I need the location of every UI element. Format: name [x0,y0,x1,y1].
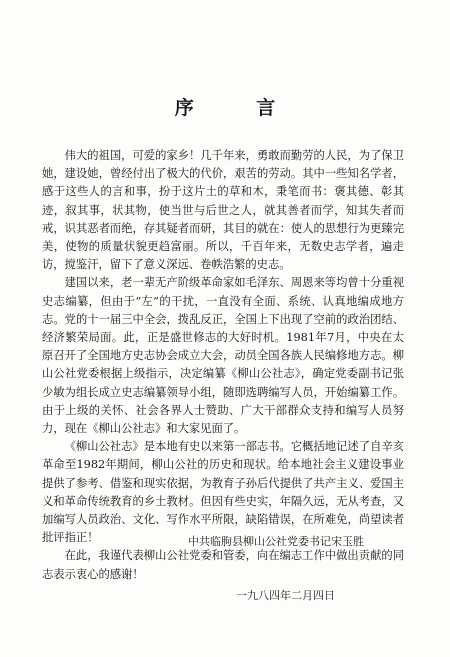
date-line: 一九八四年二月四日 [236,589,335,602]
paragraph-3: 《柳山公社志》是本地有史以来第一部志书。它概括地记述了自辛亥革命至1982年期间，柳山公社的历史和现状。给本地社会主义建设事业提供了参考、借鉴和现实依据，为教育子孙后代提供了共产主义、爱国主义和革命传统教育的乡土教材。但因有些史实，年隔久远，无从考查，又加编写人员政治、文化、写作水平所限，缺陷错误，在所难免，尚望读者批评指正！ [42,440,404,545]
paragraph-4: 在此，我谨代表柳山公社党委和管委，向在编志工作中做出贡献的同志表示衷心的感谢！ [42,549,404,581]
signature-line: 中共临朐县柳山公社党委书记宋玉胜 [188,535,364,548]
paragraph-1: 伟大的祖国，可爱的家乡！几千年来，勇敢而勤劳的人民，为了保卫她，建设她，曾经付出了极大的代价，艰苦的劳动。其中一些知名学者，感于这些人的言和事，扮于这片土的草和木，秉笔而书：褒其德、彰其迹，叙其事，状其物，使当世与后世之人，就其善者而学，知其失者而戒，识其恶者而绝，存其疑者而研，其目的就在：使人的思想行为更臻完美，使物的质量状貌更趋富丽。所以，千百年来，无数史志学者，遍走访，搅鉴汗，留下了意义深远、卷帙浩繁的史志。 [42,149,404,272]
preface-body [42,147,404,584]
page-title: 序 言 [174,97,304,119]
paragraph-2: 建国以来，老一辈无产阶级革命家如毛泽东、周恩来等均曾十分重视史志编纂，但由于“左”的干扰，一直没有全面、系统、认真地编成地方志。党的十一届三中全会，拨乱反正，全国上下出现了空前的政治团结、经济繁荣局面。此，正是盛世修志的大好时机。1981年7月，中央在太原召开了全国地方史志协会成立大会，动员全国各族人民编修地方志。柳山公社党委根据上级指示，决定编纂《柳山公社志》，确定党委副书记张少敏为组长成立史志编纂领导小组，随即选聘编写人员，开始编纂工作。由于上级的关怀、社会各界人士赞助、广大干部群众支持和编写人员努力，现在《柳山公社志》和大家见面了。 [42,276,404,436]
